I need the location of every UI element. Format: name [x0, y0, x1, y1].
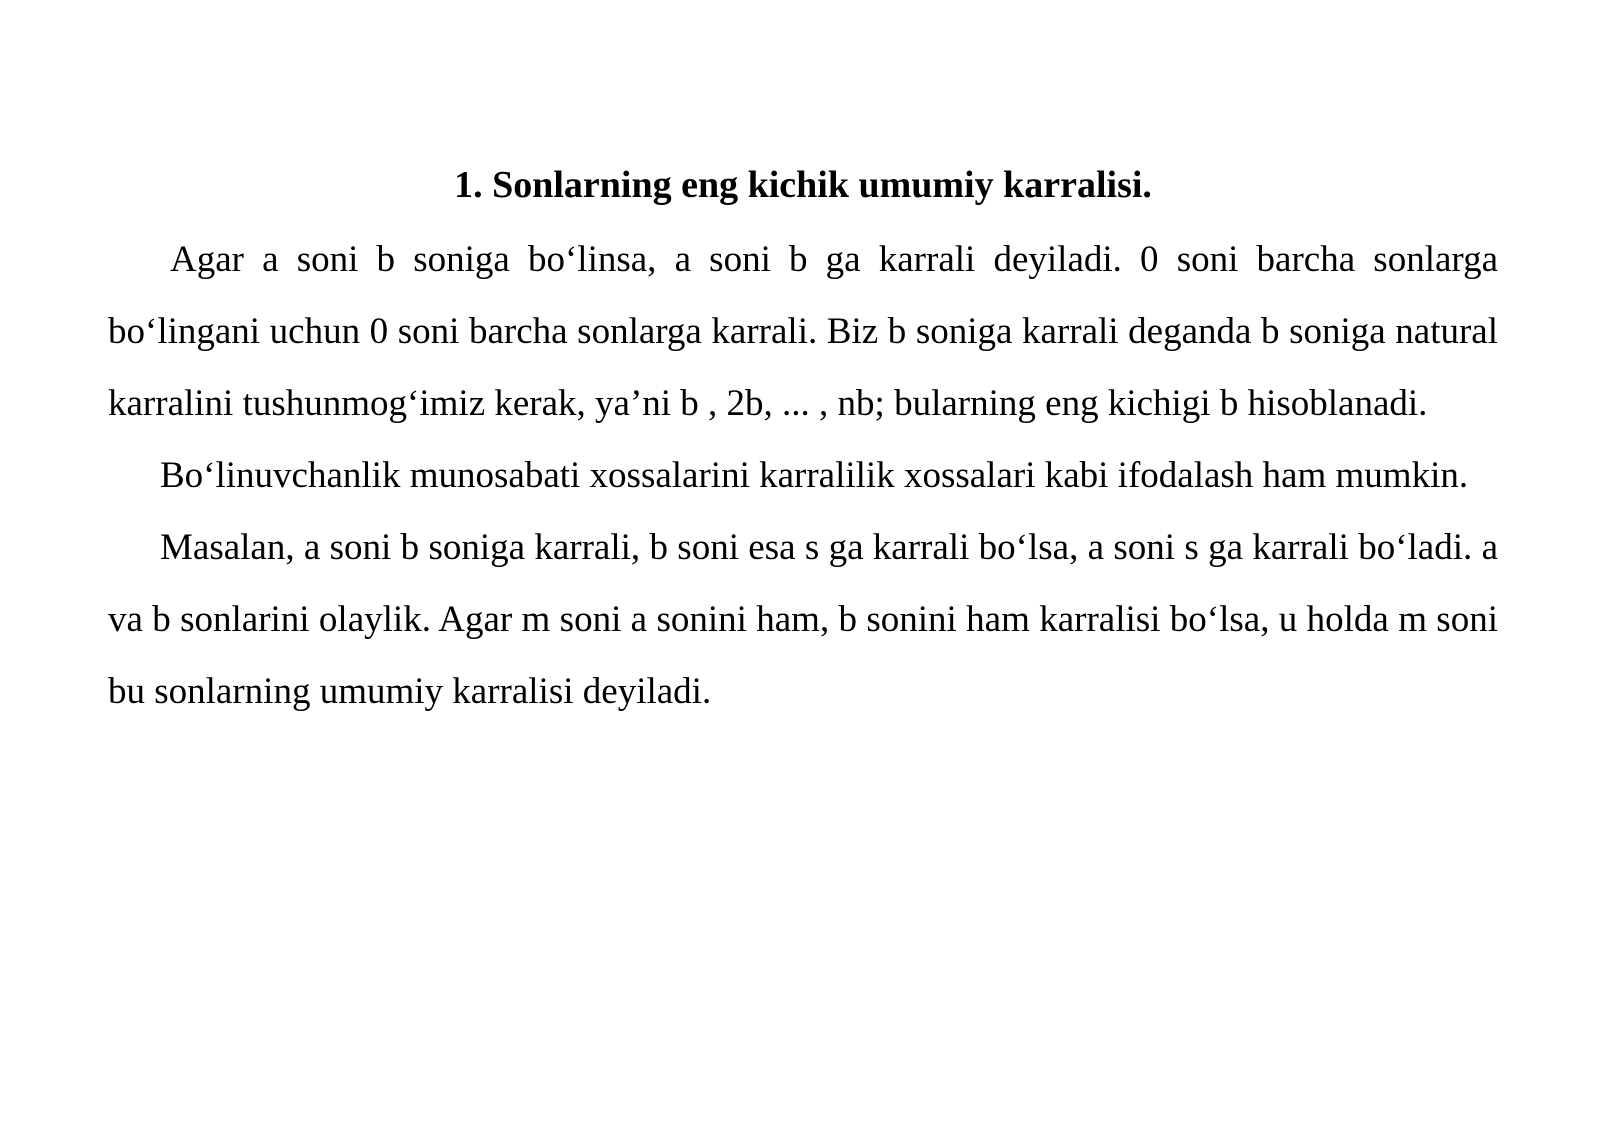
paragraph-divisibility-properties: Bo‘linuvchanlik munosabati xossalarini karralilik xossalari kabi ifodalash ham mumkin.	[160, 455, 1469, 496]
document-page	[108, 160, 1498, 728]
paragraph-common-multiple: Masalan, a soni b soniga karrali, b soni esa s ga karrali bo‘lsa, a soni s ga karrali bo‘ladi. a va b sonlarini olaylik. Agar m soni a sonini ham, b sonini ham karralisi bo‘lsa, u holda m soni bu sonlarning umumiy karralisi deyiladi.	[108, 527, 1498, 712]
section-heading: 1. Sonlarning eng kichik umumiy karralisi.	[454, 164, 1152, 206]
paragraph-multiples-definition: Agar a soni b soniga bo‘linsa, a soni b ga karrali deyiladi. 0 soni barcha sonlarga bo‘lingani uchun 0 soni barcha sonlarga karrali. Biz b soniga karrali deganda b soniga natural karralini tushunmog‘imiz kerak, ya’ni b , 2b, ... , nb; bularning eng kichigi b hisoblanadi.	[108, 239, 1498, 424]
